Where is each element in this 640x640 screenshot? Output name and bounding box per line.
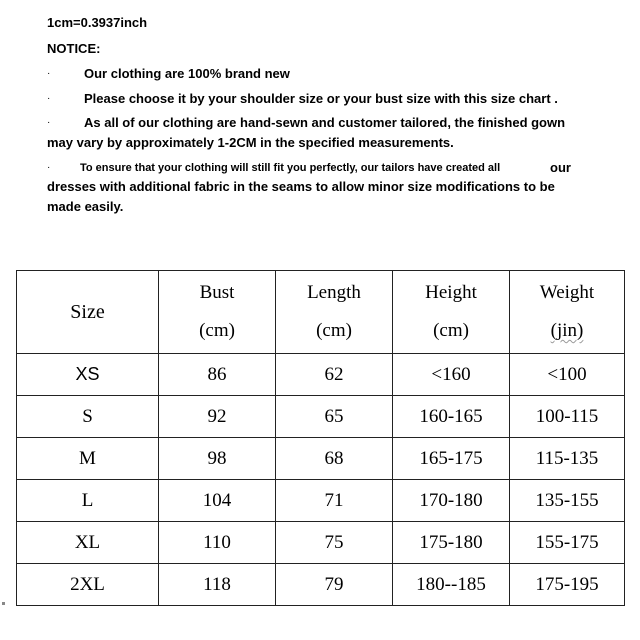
header-size [17,271,159,354]
header-bust-unit: (cm) [199,320,235,341]
size-cell: M [17,438,159,480]
bullet-marker: · [47,162,51,173]
size-cell: L [17,480,159,522]
weight-cell: 155-175 [510,522,625,564]
bust-cell: 92 [159,396,276,438]
bust-cell: 104 [159,480,276,522]
header-bust-label: Bust [199,282,235,303]
notice-line-3: As all of our clothing are hand-sewn and customer tailored, the finished gown [84,115,566,130]
table-row [17,354,625,396]
header-height-unit: (cm) [433,320,469,341]
height-cell: 175-180 [393,522,510,564]
table-row [17,564,625,606]
height-cell: 160-165 [393,396,510,438]
size-cell: S [17,396,159,438]
unit-conversion: 1cm=0.3937inch [47,15,148,30]
header-height [393,271,510,354]
bullet-marker: · [47,93,51,104]
header-size-label: Size [70,300,105,323]
header-weight [510,271,625,354]
table-row [17,522,625,564]
header-weight-unit [510,312,624,350]
table-row [17,438,625,480]
weight-cell: <100 [510,354,625,396]
length-cell: 62 [276,354,393,396]
notice-line-4-end: our [550,160,571,175]
notice-line-4-continued: dresses with additional fabric in the seams to allow minor size modifications to be [47,179,555,194]
bullet-marker: · [47,117,51,128]
header-weight-label: Weight [539,282,595,303]
notice-line-4-final: made easily. [47,199,124,214]
length-cell: 65 [276,396,393,438]
header-height-label: Height [425,282,477,303]
table-row [17,480,625,522]
weight-cell: 135-155 [510,480,625,522]
bust-cell: 110 [159,522,276,564]
bust-cell: 86 [159,354,276,396]
weight-cell: 100-115 [510,396,625,438]
weight-cell: 175-195 [510,564,625,606]
edge-mark [2,602,5,605]
height-cell: 165-175 [393,438,510,480]
length-cell: 68 [276,438,393,480]
bust-cell: 98 [159,438,276,480]
weight-cell: 115-135 [510,438,625,480]
header-length-label: Length [307,282,361,303]
header-length [276,271,393,354]
table-row [17,396,625,438]
table-header-row [17,271,625,354]
length-cell: 79 [276,564,393,606]
height-cell: 180--185 [393,564,510,606]
notice-line-1: Our clothing are 100% brand new [84,66,290,81]
size-cell: 2XL [17,564,159,606]
size-cell: XS [17,354,159,396]
length-cell: 75 [276,522,393,564]
notice-line-3-continued: may vary by approximately 1-2CM in the specified measurements. [47,135,454,150]
notice-title: NOTICE: [47,41,101,56]
notice-line-2: Please choose it by your shoulder size or your bust size with this size chart . [84,91,558,106]
length-cell: 71 [276,480,393,522]
bullet-marker: · [47,68,51,79]
header-length-unit: (cm) [316,320,352,341]
size-cell: XL [17,522,159,564]
notice-line-4: To ensure that your clothing will still fit you perfectly, our tailors have created all [80,162,501,174]
height-cell: 170-180 [393,480,510,522]
height-cell: <160 [393,354,510,396]
header-bust [159,271,276,354]
header-weight-unit-text: (jin) [550,320,584,341]
size-chart-table [16,270,625,606]
bust-cell: 118 [159,564,276,606]
